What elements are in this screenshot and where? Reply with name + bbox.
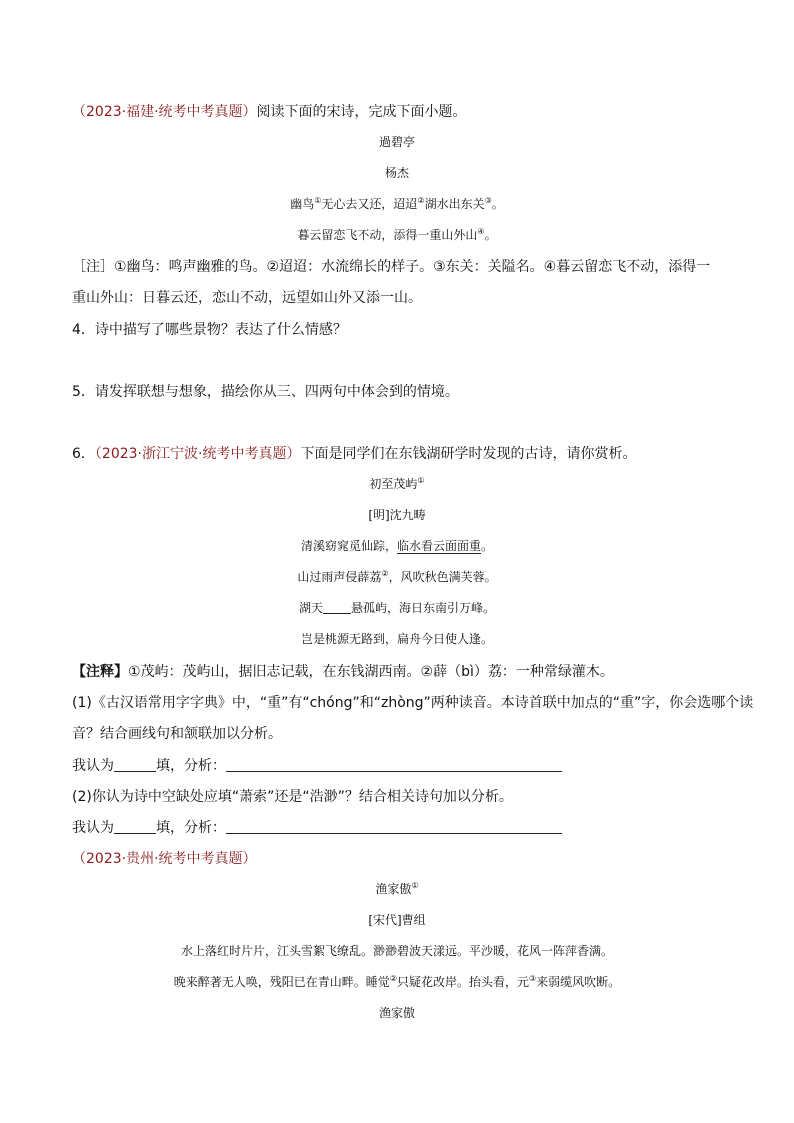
poem-text: 。 bbox=[481, 539, 494, 553]
footnote-mark: ① bbox=[417, 476, 425, 485]
poem-title-repeat: 渔家傲 bbox=[378, 1006, 415, 1020]
answer-blank[interactable] bbox=[114, 819, 156, 834]
poem-line bbox=[0, 537, 794, 555]
exam-source-tag: （2023·福建·统考中考真题） bbox=[72, 104, 257, 120]
poem-text: 悬孤屿，海日东南引万峰。 bbox=[351, 601, 496, 615]
poem-line bbox=[0, 973, 794, 991]
poem-text: 。 bbox=[491, 197, 504, 211]
exam-source-tag: （2023·浙江宁波·统考中考真题） bbox=[94, 446, 301, 462]
answer-label: 填，分析： bbox=[156, 758, 226, 774]
poem-note: ［注］①幽鸟：鸣声幽雅的鸟。②迢迢：水流绵长的样子。③东关：关隘名。④暮云留恋飞不动，添得一 bbox=[72, 259, 711, 275]
answer-blank[interactable] bbox=[114, 757, 156, 772]
question-5: 5．请发挥联想与想象，描绘你从三、四两句中体会到的情境。 bbox=[72, 384, 459, 400]
poem-note bbox=[72, 662, 614, 682]
poem-text: 幽鸟 bbox=[290, 197, 315, 211]
exam-source-tag: （2023·贵州·统考中考真题） bbox=[72, 851, 257, 867]
poem-title bbox=[0, 475, 794, 493]
footnote-mark: ② bbox=[417, 196, 425, 205]
poem-author: 杨杰 bbox=[384, 166, 409, 180]
footnote-mark: ② bbox=[389, 974, 397, 983]
poem-text: 湖天 bbox=[298, 601, 323, 615]
poem-title: 過碧亭 bbox=[378, 135, 415, 149]
poem-text: 晚来醉著无人唤，残阳已在青山畔。睡觉 bbox=[173, 975, 390, 989]
poem-author: [宋代]曹组 bbox=[368, 913, 426, 927]
footnote-mark: ① bbox=[411, 881, 419, 890]
poem-title bbox=[0, 880, 794, 898]
sub-question-1: (1)《古汉语常用字字典》中，“重”有“chóng”和“zhòng”两种读音。本诗首联中加点的“重”字，你会选哪个读 bbox=[72, 695, 754, 711]
footnote-mark: ① bbox=[314, 196, 322, 205]
poem-line bbox=[0, 226, 794, 244]
poem-title-text: 渔家傲 bbox=[375, 882, 412, 896]
poem-author: [明]沈九畴 bbox=[368, 508, 426, 522]
footnote-mark: ③ bbox=[484, 196, 492, 205]
question-stem: 阅读下面的宋诗，完成下面小题。 bbox=[256, 104, 467, 120]
question-number: 6． bbox=[72, 446, 95, 462]
guizhou-question-stem bbox=[72, 849, 257, 869]
question-stem: 下面是同学们在东钱湖研学时发现的古诗，请你赏析。 bbox=[300, 446, 637, 462]
poem-text: 清溪窈窕觅仙踪， bbox=[300, 539, 397, 553]
footnote-mark: ④ bbox=[477, 227, 485, 236]
question-6-stem bbox=[72, 444, 636, 464]
poem-text: 。 bbox=[484, 228, 497, 242]
poem-text: 湖水出东关 bbox=[424, 197, 485, 211]
underlined-line: 临水看云面面重 bbox=[396, 539, 481, 553]
fill-in-blank[interactable] bbox=[323, 599, 351, 614]
poem-note-continued: 重山外山：日暮云还，恋山不动，远望如山外又添一山。 bbox=[72, 290, 422, 306]
poem-text: 只疑花改岸。抬头看，元 bbox=[396, 975, 529, 989]
poem-line bbox=[0, 568, 794, 586]
question-4: 4．诗中描写了哪些景物？表达了什么情感？ bbox=[72, 322, 347, 338]
poem-line bbox=[0, 599, 794, 617]
answer-prefix: 我认为 bbox=[72, 758, 114, 774]
poem-line bbox=[0, 195, 794, 213]
note-label: 【注释】 bbox=[72, 664, 128, 680]
answer-line-2 bbox=[72, 818, 562, 838]
poem-text: 来弱缆风吹断。 bbox=[536, 975, 621, 989]
poem-text: 暮云留恋飞不动，添得一重山外山 bbox=[297, 228, 478, 242]
poem-title-text: 初至茂屿 bbox=[369, 477, 418, 491]
fujian-question-stem bbox=[72, 102, 467, 122]
analysis-blank[interactable] bbox=[226, 819, 562, 834]
footnote-mark: ② bbox=[381, 569, 389, 578]
poem-text: 无心去又还，迢迢 bbox=[321, 197, 418, 211]
footnote-mark: ③ bbox=[529, 974, 537, 983]
poem-line: 岂是桃源无路到，扁舟今日使人逢。 bbox=[300, 632, 493, 646]
answer-prefix: 我认为 bbox=[72, 820, 114, 836]
poem-text: 山过雨声侵薜荔 bbox=[297, 570, 382, 584]
answer-line-1 bbox=[72, 756, 562, 776]
note-text: ①茂屿：茂屿山，据旧志记载，在东钱湖西南。②薜（bì）荔：一种常绿灌木。 bbox=[128, 664, 614, 680]
poem-line: 水上落红时片片，江头雪絮飞缭乱。渺渺碧波天漾远。平沙暖，花风一阵萍香满。 bbox=[180, 944, 613, 958]
analysis-blank[interactable] bbox=[226, 757, 562, 772]
sub-question-1-continued: 音？结合画线句和颔联加以分析。 bbox=[72, 726, 282, 742]
sub-question-2: (2)你认为诗中空缺处应填“萧索”还是“浩渺”？结合相关诗句加以分析。 bbox=[72, 789, 513, 805]
poem-text: ，风吹秋色满芙蓉。 bbox=[388, 570, 497, 584]
answer-label: 填，分析： bbox=[156, 820, 226, 836]
